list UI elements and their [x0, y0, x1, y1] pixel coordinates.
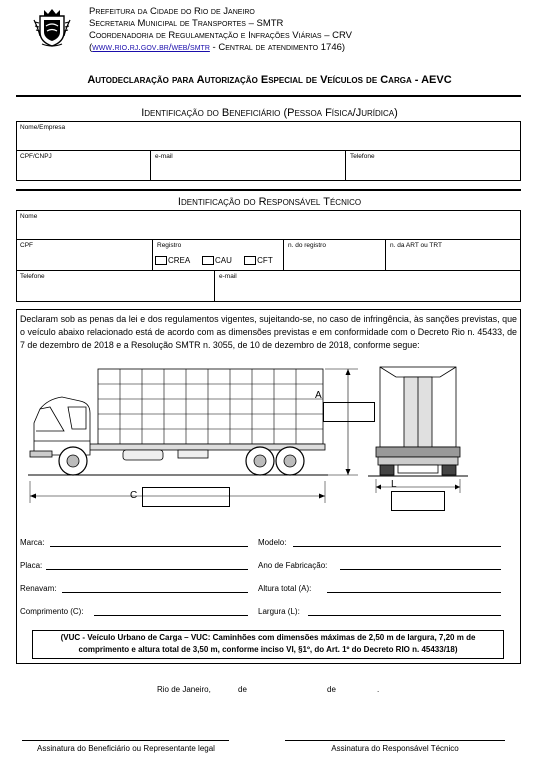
comprimento-label: Comprimento (C): [20, 607, 84, 616]
technical-cpf-label: CPF [20, 242, 33, 249]
technical-registry-number-label: n. do registro [288, 242, 326, 249]
dimension-l-label: L [391, 479, 397, 490]
truck-rear-view-diagram [368, 363, 468, 498]
vuc-note: (VUC - Veículo Urbano de Carga – VUC: Caminhões com dimensões máximas de 2,50 m de largura, 7,20 m de comprimento e altura total de 3,50 m, conforme inciso VI, §1º, do Art. 1º do Decreto RIO n. 45433/18) [60, 633, 476, 654]
ano-field[interactable] [340, 569, 501, 570]
date-end: . [377, 685, 380, 694]
date-city: Rio de Janeiro, [157, 685, 211, 694]
technical-cpf-field[interactable] [17, 249, 151, 269]
altura-field[interactable] [327, 592, 501, 593]
comprimento-field[interactable] [94, 615, 248, 616]
header-line-2: Secretaria Municipal de Transportes – SMTR [89, 18, 284, 29]
technical-phone-label: Telefone [20, 273, 45, 280]
beneficiary-signature-line[interactable] [22, 740, 229, 741]
largura-label: Largura (L): [258, 607, 300, 616]
technical-registry-number-field[interactable] [284, 249, 384, 269]
ano-label: Ano de Fabricação: [258, 561, 328, 570]
technical-art-field[interactable] [386, 249, 520, 269]
marca-field[interactable] [50, 546, 248, 547]
declaration-text: Declaram sob as penas da lei e dos regulamentos vigentes, sujeitando-se, no caso de infringência, às sanções previstas, que o veículo abaixo relacionado está de acordo com as dimensões previstas e em conformidade com o Decreto Rio n. 45433, de 7 de dezembro de 2018 e a Resolução SMTR n. 3055, de 10 de dezembro de 2018, conforme segue: [20, 314, 517, 350]
cft-checkbox[interactable]: CFT [244, 256, 273, 265]
dimension-l-box[interactable] [391, 491, 445, 511]
title-rule [16, 95, 521, 97]
beneficiary-email-field[interactable] [151, 160, 344, 180]
technical-name-field[interactable] [17, 220, 520, 238]
registry-options [155, 256, 273, 265]
renavam-field[interactable] [62, 592, 248, 593]
modelo-field[interactable] [293, 546, 501, 547]
technical-name-label: Nome [20, 213, 38, 220]
technical-email-label: e-mail [219, 273, 237, 280]
city-crest-logo [32, 6, 72, 48]
crea-checkbox[interactable]: CREA [155, 256, 190, 265]
beneficiary-phone-field[interactable] [346, 160, 520, 180]
technical-signature-line[interactable] [285, 740, 505, 741]
technical-registry-label: Registro [157, 242, 182, 249]
beneficiary-name-label: Nome/Empresa [20, 124, 66, 131]
beneficiary-cpf-label: CPF/CNPJ [20, 153, 52, 160]
beneficiary-signature-label: Assinatura do Beneficiário ou Representante legal [37, 744, 215, 753]
technical-art-label: n. da ART ou TRT [390, 242, 442, 249]
beneficiary-cpf-field[interactable] [17, 160, 149, 180]
date-de-2: de [327, 685, 336, 694]
section-rule [16, 189, 521, 191]
technical-section-title: Identificação do Responsável Técnico [177, 196, 362, 208]
cau-checkbox[interactable]: CAU [202, 256, 232, 265]
document-title: Autodeclaração para Autorização Especial de Veículos de Carga - AEVC [87, 74, 452, 86]
header-line-4: (www.rio.rj.gov.br/web/smtr - Central de atendimento 1746) [89, 42, 346, 53]
date-de-1: de [238, 685, 247, 694]
smtr-website-link[interactable]: www.rio.rj.gov.br/web/smtr [92, 42, 210, 53]
marca-label: Marca: [20, 538, 45, 547]
renavam-label: Renavam: [20, 584, 57, 593]
largura-field[interactable] [308, 615, 501, 616]
header-line-1: Prefeitura da Cidade do Rio de Janeiro [89, 6, 255, 17]
altura-label: Altura total (A): [258, 584, 312, 593]
technical-phone-field[interactable] [17, 280, 213, 301]
dimension-c-label: C [130, 490, 138, 501]
header-line-3: Coordenadoria de Regulamentação e Infrações Viárias – CRV [89, 30, 353, 41]
beneficiary-section-title: Identificação do Beneficiário (Pessoa Física/Jurídica) [141, 107, 398, 119]
dimension-c-box[interactable] [142, 487, 230, 507]
modelo-label: Modelo: [258, 538, 287, 547]
beneficiary-name-field[interactable] [17, 131, 520, 149]
beneficiary-phone-label: Telefone [350, 153, 375, 160]
technical-signature-label: Assinatura do Responsável Técnico [331, 744, 459, 753]
placa-label: Placa: [20, 561, 43, 570]
placa-field[interactable] [46, 569, 248, 570]
dimension-a-label: A [315, 390, 322, 401]
technical-email-field[interactable] [215, 280, 520, 301]
beneficiary-email-label: e-mail [155, 153, 173, 160]
